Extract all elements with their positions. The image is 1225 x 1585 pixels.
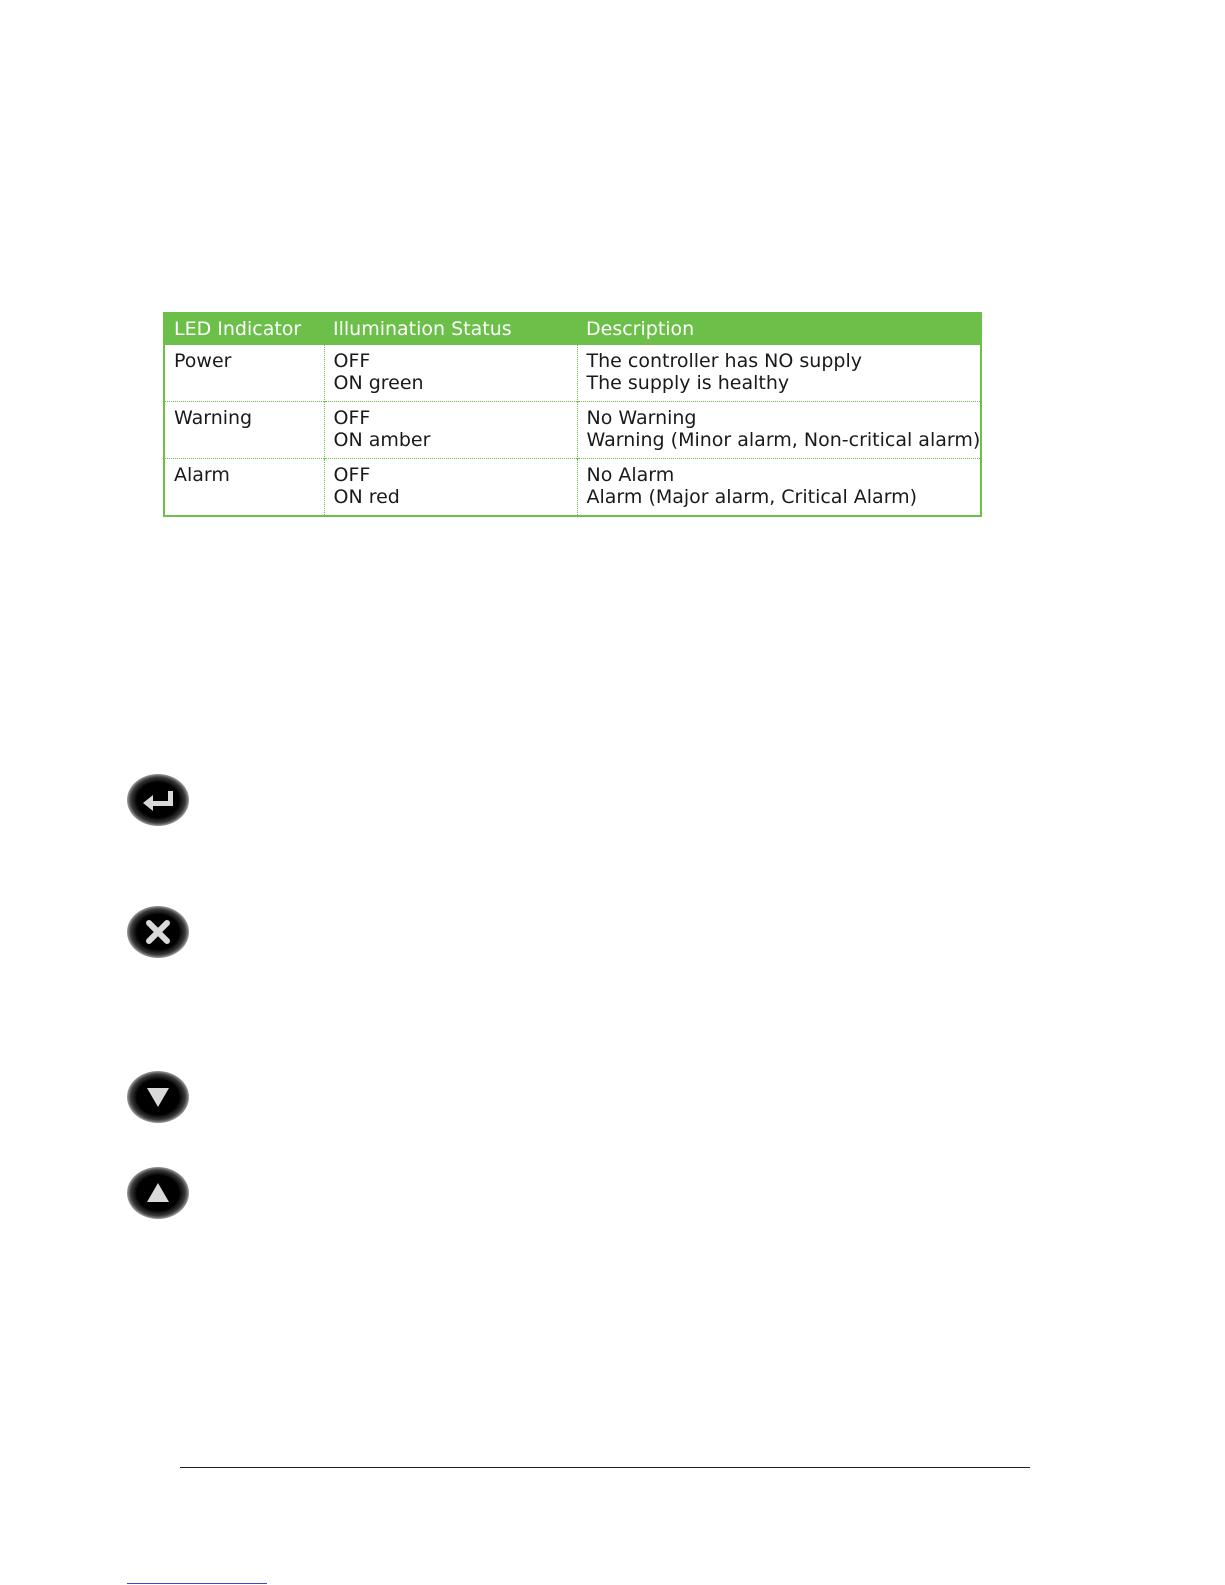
status-cell (324, 345, 577, 402)
status-off: OFF (333, 350, 371, 372)
status-cell (324, 402, 577, 459)
table-row-power (164, 345, 981, 402)
status-off: OFF (333, 407, 371, 429)
enter-icon (127, 774, 189, 826)
led-indicator-table (163, 312, 982, 517)
header-led-indicator: LED Indicator (164, 312, 324, 345)
indicator-cell: Power (174, 350, 232, 372)
status-cell (324, 459, 577, 517)
cancel-icon (127, 906, 189, 958)
table-header-row (164, 312, 981, 345)
description-off: No Warning (586, 407, 697, 429)
table-row-warning (164, 402, 981, 459)
description-off: The controller has NO supply (586, 350, 862, 372)
table-row-alarm (164, 459, 981, 517)
footer-divider (180, 1467, 1030, 1468)
description-on: Warning (Minor alarm, Non-critical alarm) (586, 429, 981, 451)
status-on: ON green (333, 372, 424, 394)
status-on: ON red (333, 486, 400, 508)
header-illumination-status: Illumination Status (324, 312, 577, 345)
status-off: OFF (333, 464, 371, 486)
header-description: Description (577, 312, 981, 345)
status-on: ON amber (333, 429, 431, 451)
description-cell (577, 459, 981, 517)
description-cell (577, 402, 981, 459)
description-on: Alarm (Major alarm, Critical Alarm) (586, 486, 918, 508)
description-cell (577, 345, 981, 402)
footer-link-underline (127, 1583, 267, 1584)
indicator-cell: Alarm (164, 459, 324, 517)
up-arrow-icon (127, 1167, 189, 1219)
description-off: No Alarm (586, 464, 675, 486)
description-on: The supply is healthy (586, 372, 790, 394)
down-arrow-icon (127, 1071, 189, 1123)
indicator-cell: Warning (164, 402, 324, 459)
